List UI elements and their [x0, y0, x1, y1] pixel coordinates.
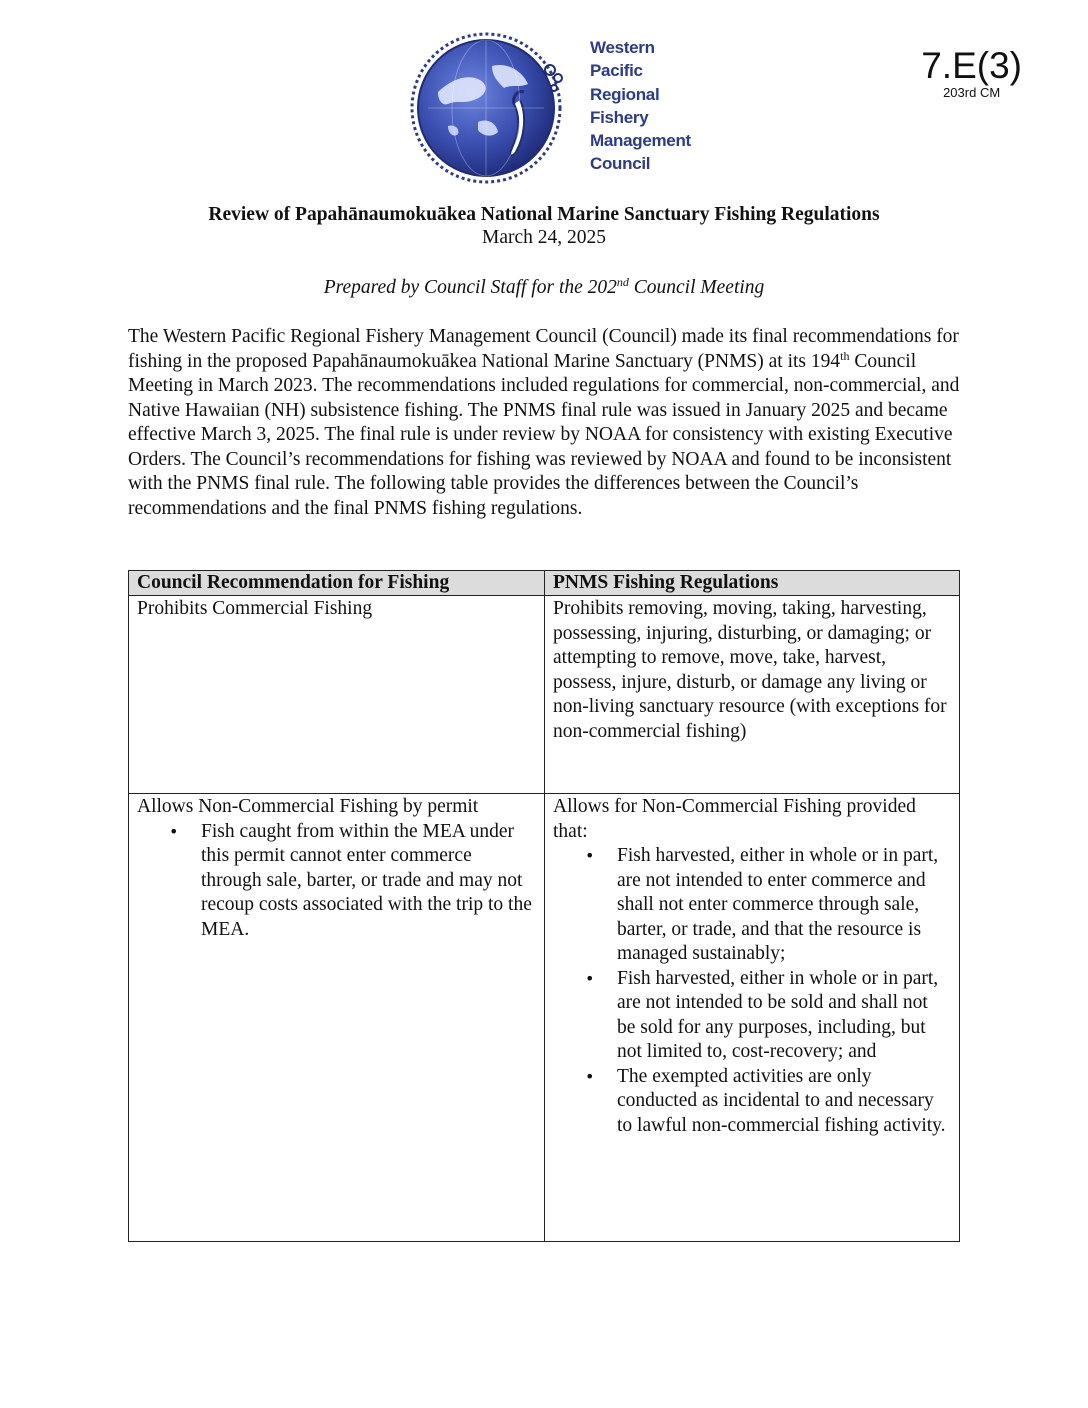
- column-header: PNMS Fishing Regulations: [545, 571, 960, 596]
- document-date: March 24, 2025: [481, 227, 607, 248]
- bullet-list: [553, 844, 951, 1138]
- cell-text: Prohibits removing, moving, taking, harvesting, possessing, injuring, disturbing, or damaging; or attempting to remove, move, take, harvest, possess, injure, disturb, or damage any living or non-living sanctuary resource (with exceptions for non-commercial fishing): [553, 598, 947, 742]
- council-cell: [129, 794, 545, 1242]
- org-name-line: Fishery: [590, 107, 649, 127]
- document-title: Review of Papahānaumokuākea National Marine Sanctuary Fishing Regulations: [208, 204, 880, 225]
- list-item: • The exempted activities are only conducted as incidental to and necessary to lawful non-commercial fishing activity.: [553, 1065, 951, 1139]
- column-header: Council Recommendation for Fishing: [129, 571, 545, 596]
- prepared-by-text-end: Council Meeting: [628, 277, 765, 298]
- table-header-row: [129, 571, 960, 596]
- list-item: • Fish caught from within the MEA under this permit cannot enter commerce through sale, barter, or trade and may not recoup costs associated with the trip to the MEA.: [137, 820, 536, 943]
- intro-sup: th: [840, 348, 850, 363]
- agenda-code: 7.E(3): [921, 45, 1022, 86]
- table-row: [129, 596, 960, 794]
- bullet-list: [137, 820, 536, 943]
- org-name-line: Western: [590, 38, 655, 57]
- title-block: [0, 203, 1088, 249]
- cell-text: Allows for Non-Commercial Fishing provided that:: [553, 796, 916, 842]
- prepared-by-text: Prepared by Council Staff for the 202: [323, 277, 617, 298]
- comparison-table: [128, 570, 960, 1242]
- org-name-line: Regional: [590, 84, 660, 104]
- org-name-line: Council: [590, 154, 651, 174]
- list-item: • Fish harvested, either in whole or in part, are not intended to be sold and shall not be sold for any purposes, including, but not limited to, cost-recovery; and: [553, 967, 951, 1065]
- council-cell: [129, 596, 545, 794]
- prepared-by: [0, 276, 1088, 300]
- cell-text: Allows Non-Commercial Fishing by permit: [137, 796, 479, 817]
- intro-paragraph: [128, 325, 968, 521]
- globe-fishhook-logo-icon: [408, 30, 568, 190]
- prepared-by-sup: nd: [616, 275, 629, 289]
- pnms-cell: [545, 596, 960, 794]
- pnms-cell: [545, 794, 960, 1242]
- org-name-line: Management: [590, 131, 691, 151]
- org-name-line: Pacific: [590, 61, 643, 81]
- org-name: [590, 36, 691, 176]
- intro-text-end: Council Meeting in March 2023. The recommendations included regulations for commercial, non-commercial, and Native Hawaiian (NH) subsistence fishing. The PNMS final rule was issued in January 2025 and became effective March 3, 2025. The final rule is under review by NOAA for consistency with existing Executive Orders. The Council’s recommendations for fishing was reviewed by NOAA and found to be inconsistent with the PNMS final rule. The following table provides the differences between the Council’s recommendations and the final PNMS fishing regulations.: [128, 350, 960, 519]
- table-row: [129, 794, 960, 1242]
- intro-text: The Western Pacific Regional Fishery Management Council (Council) made its final recommendations for fishing in the proposed Papahānaumokuākea National Marine Sanctuary (PNMS) at its 194: [128, 326, 959, 372]
- meeting-ref: 203rd CM: [943, 85, 1001, 100]
- document-code: [921, 46, 1022, 100]
- list-item: • Fish harvested, either in whole or in part, are not intended to enter commerce and shall not enter commerce through sale, barter, or trade, and that the resource is managed sustainably;: [553, 844, 951, 967]
- cell-text: Prohibits Commercial Fishing: [137, 598, 373, 619]
